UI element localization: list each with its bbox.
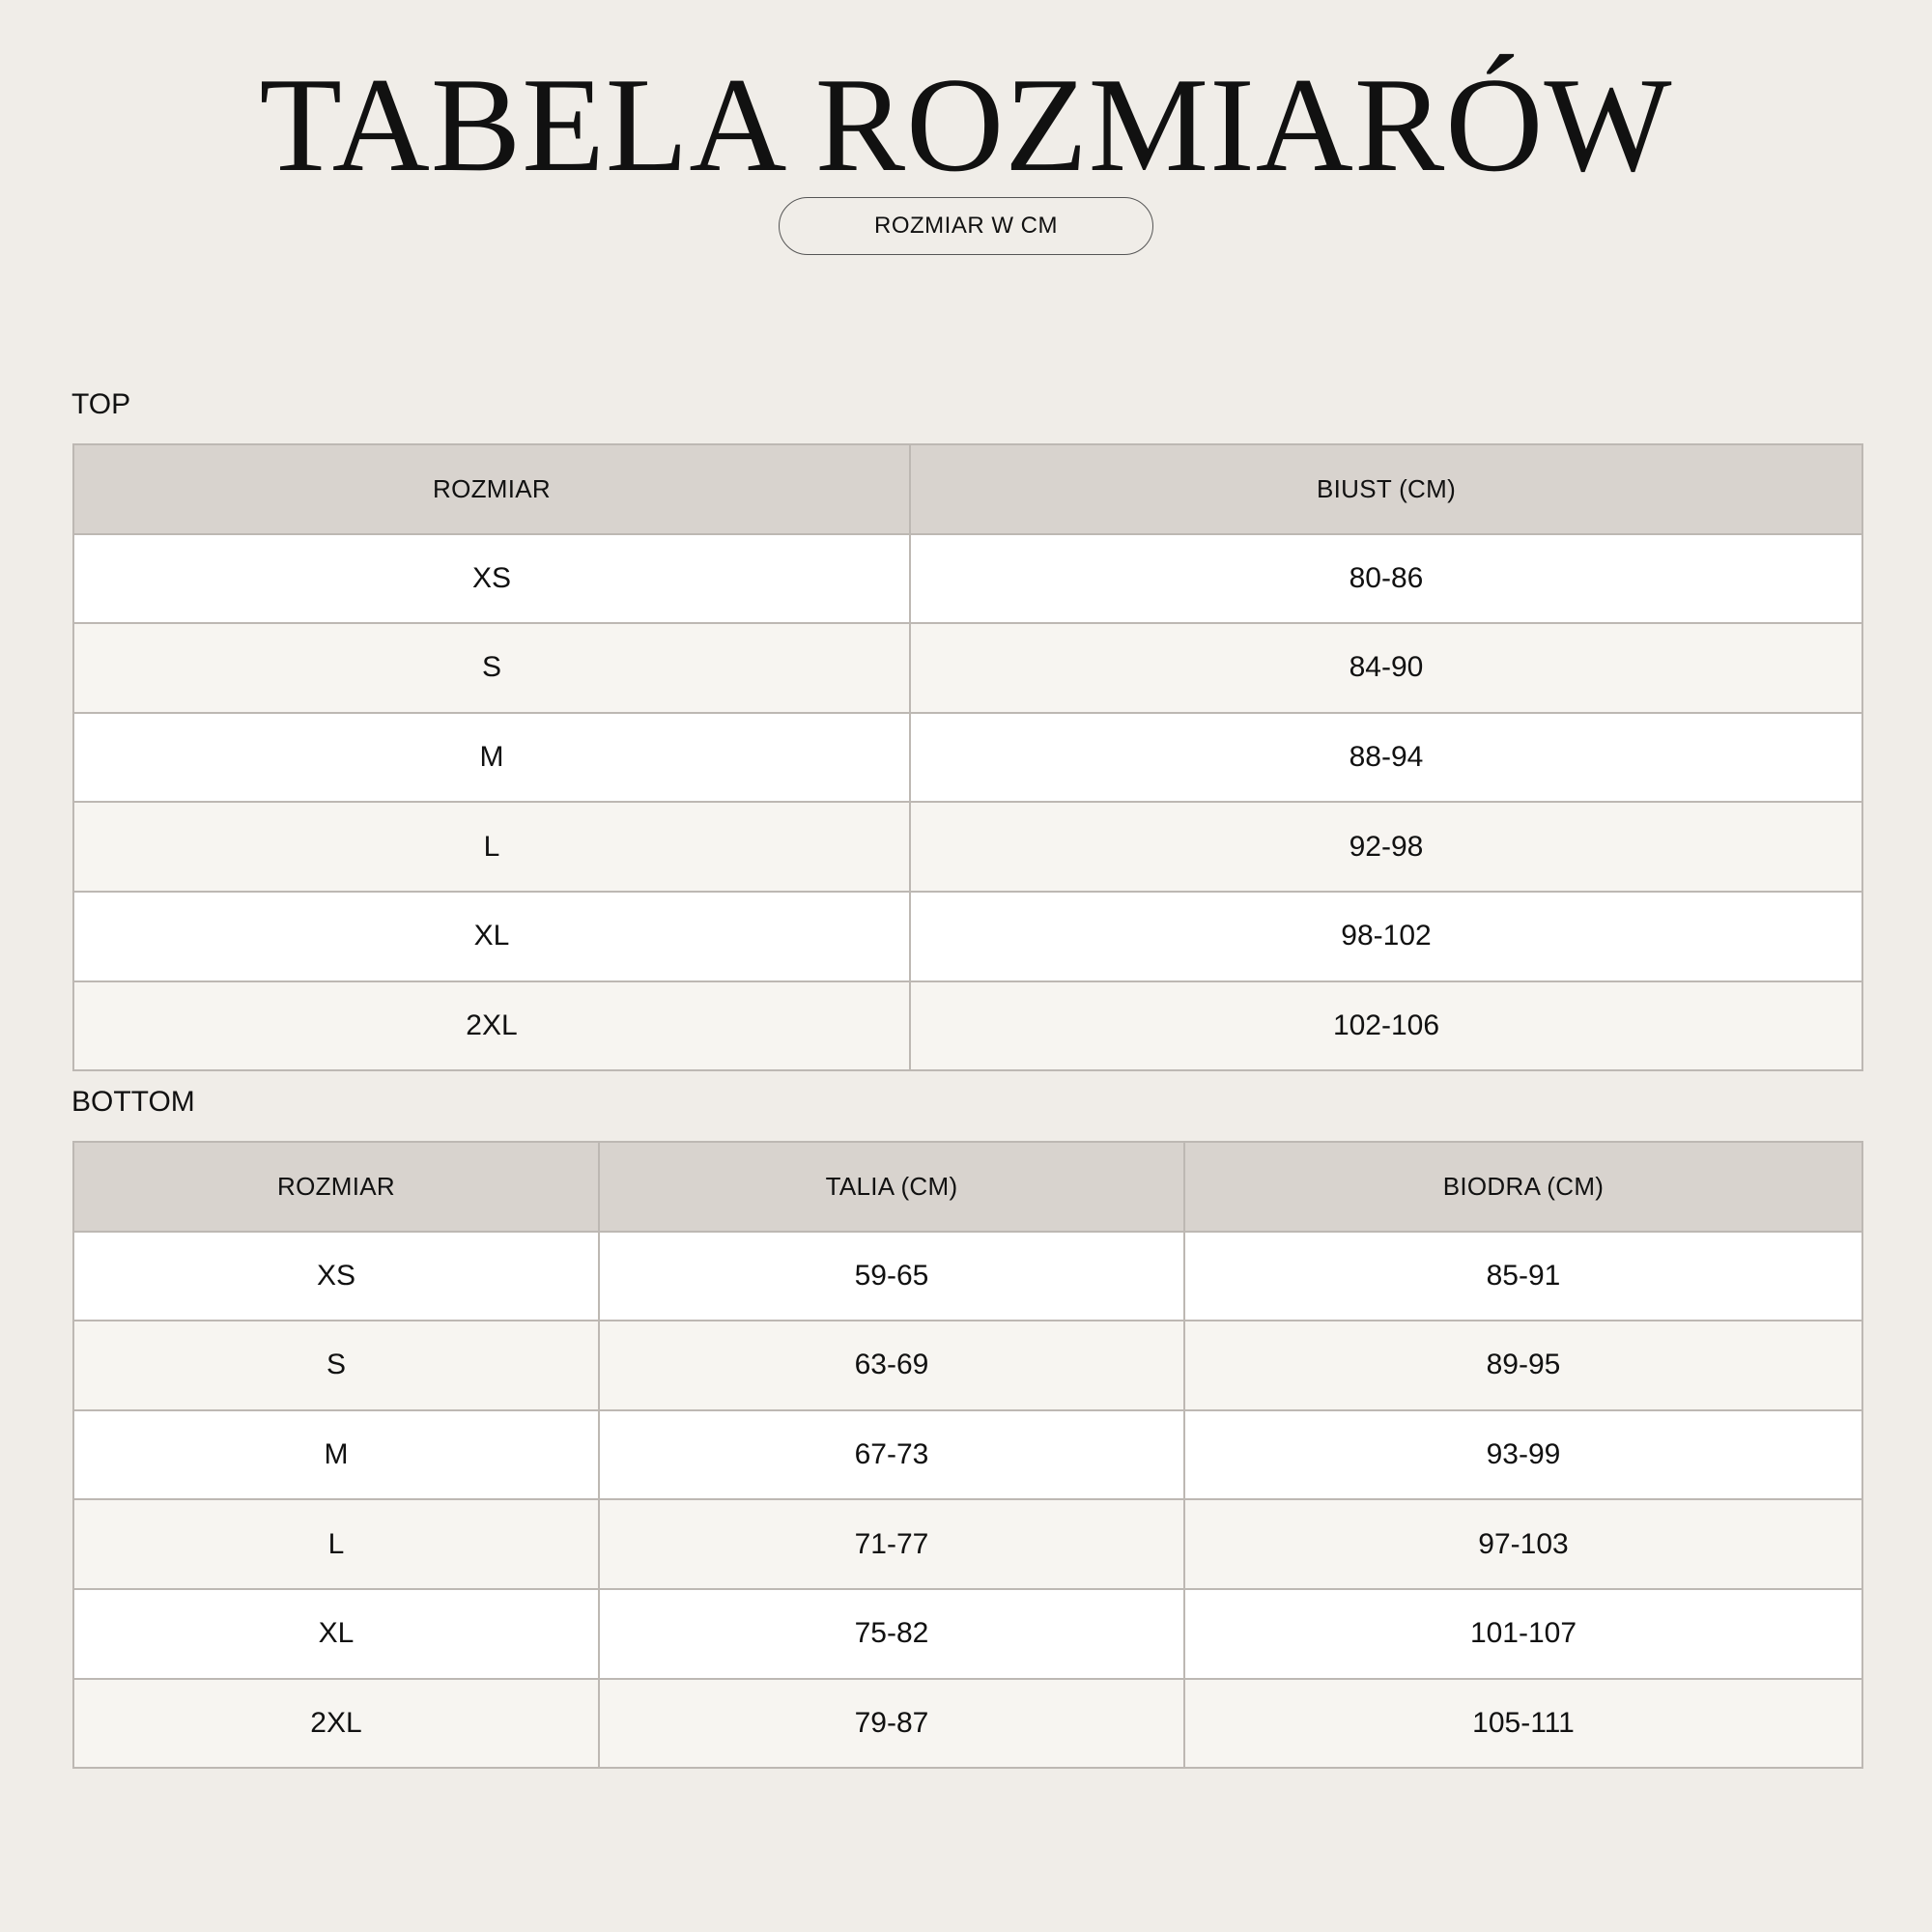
top-section-label: TOP bbox=[71, 388, 131, 420]
unit-badge: ROZMIAR W CM bbox=[779, 197, 1153, 255]
table-row bbox=[73, 623, 1862, 713]
table-row bbox=[73, 713, 1862, 803]
hips-cell: 89-95 bbox=[1184, 1321, 1862, 1410]
bust-cell: 92-98 bbox=[910, 802, 1862, 892]
size-cell: XL bbox=[73, 1589, 599, 1679]
waist-cell: 63-69 bbox=[599, 1321, 1184, 1410]
column-header-waist: TALIA (CM) bbox=[599, 1142, 1184, 1232]
size-cell: L bbox=[73, 1499, 599, 1589]
table-header-row bbox=[73, 1142, 1862, 1232]
table-row bbox=[73, 981, 1862, 1071]
size-cell: M bbox=[73, 713, 910, 803]
hips-cell: 93-99 bbox=[1184, 1410, 1862, 1500]
size-cell: M bbox=[73, 1410, 599, 1500]
column-header-hips: BIODRA (CM) bbox=[1184, 1142, 1862, 1232]
page-title: TABELA ROZMIARÓW bbox=[259, 50, 1673, 200]
top-size-table bbox=[72, 443, 1863, 1071]
bust-cell: 80-86 bbox=[910, 534, 1862, 624]
table-row bbox=[73, 534, 1862, 624]
hips-cell: 105-111 bbox=[1184, 1679, 1862, 1769]
table-header-row bbox=[73, 444, 1862, 534]
size-cell: S bbox=[73, 623, 910, 713]
size-cell: 2XL bbox=[73, 1679, 599, 1769]
table-row bbox=[73, 802, 1862, 892]
table-row bbox=[73, 892, 1862, 981]
table-row bbox=[73, 1321, 1862, 1410]
size-cell: 2XL bbox=[73, 981, 910, 1071]
bust-cell: 98-102 bbox=[910, 892, 1862, 981]
table-row bbox=[73, 1589, 1862, 1679]
size-cell: XL bbox=[73, 892, 910, 981]
column-header-bust: BIUST (CM) bbox=[910, 444, 1862, 534]
column-header-size: ROZMIAR bbox=[73, 444, 910, 534]
column-header-size: ROZMIAR bbox=[73, 1142, 599, 1232]
bust-cell: 88-94 bbox=[910, 713, 1862, 803]
bottom-size-table bbox=[72, 1141, 1863, 1769]
waist-cell: 79-87 bbox=[599, 1679, 1184, 1769]
hips-cell: 85-91 bbox=[1184, 1232, 1862, 1321]
waist-cell: 75-82 bbox=[599, 1589, 1184, 1679]
hips-cell: 101-107 bbox=[1184, 1589, 1862, 1679]
table-row bbox=[73, 1232, 1862, 1321]
table-row bbox=[73, 1499, 1862, 1589]
size-cell: XS bbox=[73, 534, 910, 624]
table-row bbox=[73, 1410, 1862, 1500]
waist-cell: 59-65 bbox=[599, 1232, 1184, 1321]
waist-cell: 67-73 bbox=[599, 1410, 1184, 1500]
bust-cell: 84-90 bbox=[910, 623, 1862, 713]
hips-cell: 97-103 bbox=[1184, 1499, 1862, 1589]
size-cell: XS bbox=[73, 1232, 599, 1321]
waist-cell: 71-77 bbox=[599, 1499, 1184, 1589]
size-cell: S bbox=[73, 1321, 599, 1410]
size-cell: L bbox=[73, 802, 910, 892]
table-row bbox=[73, 1679, 1862, 1769]
bust-cell: 102-106 bbox=[910, 981, 1862, 1071]
bottom-section-label: BOTTOM bbox=[71, 1086, 195, 1118]
